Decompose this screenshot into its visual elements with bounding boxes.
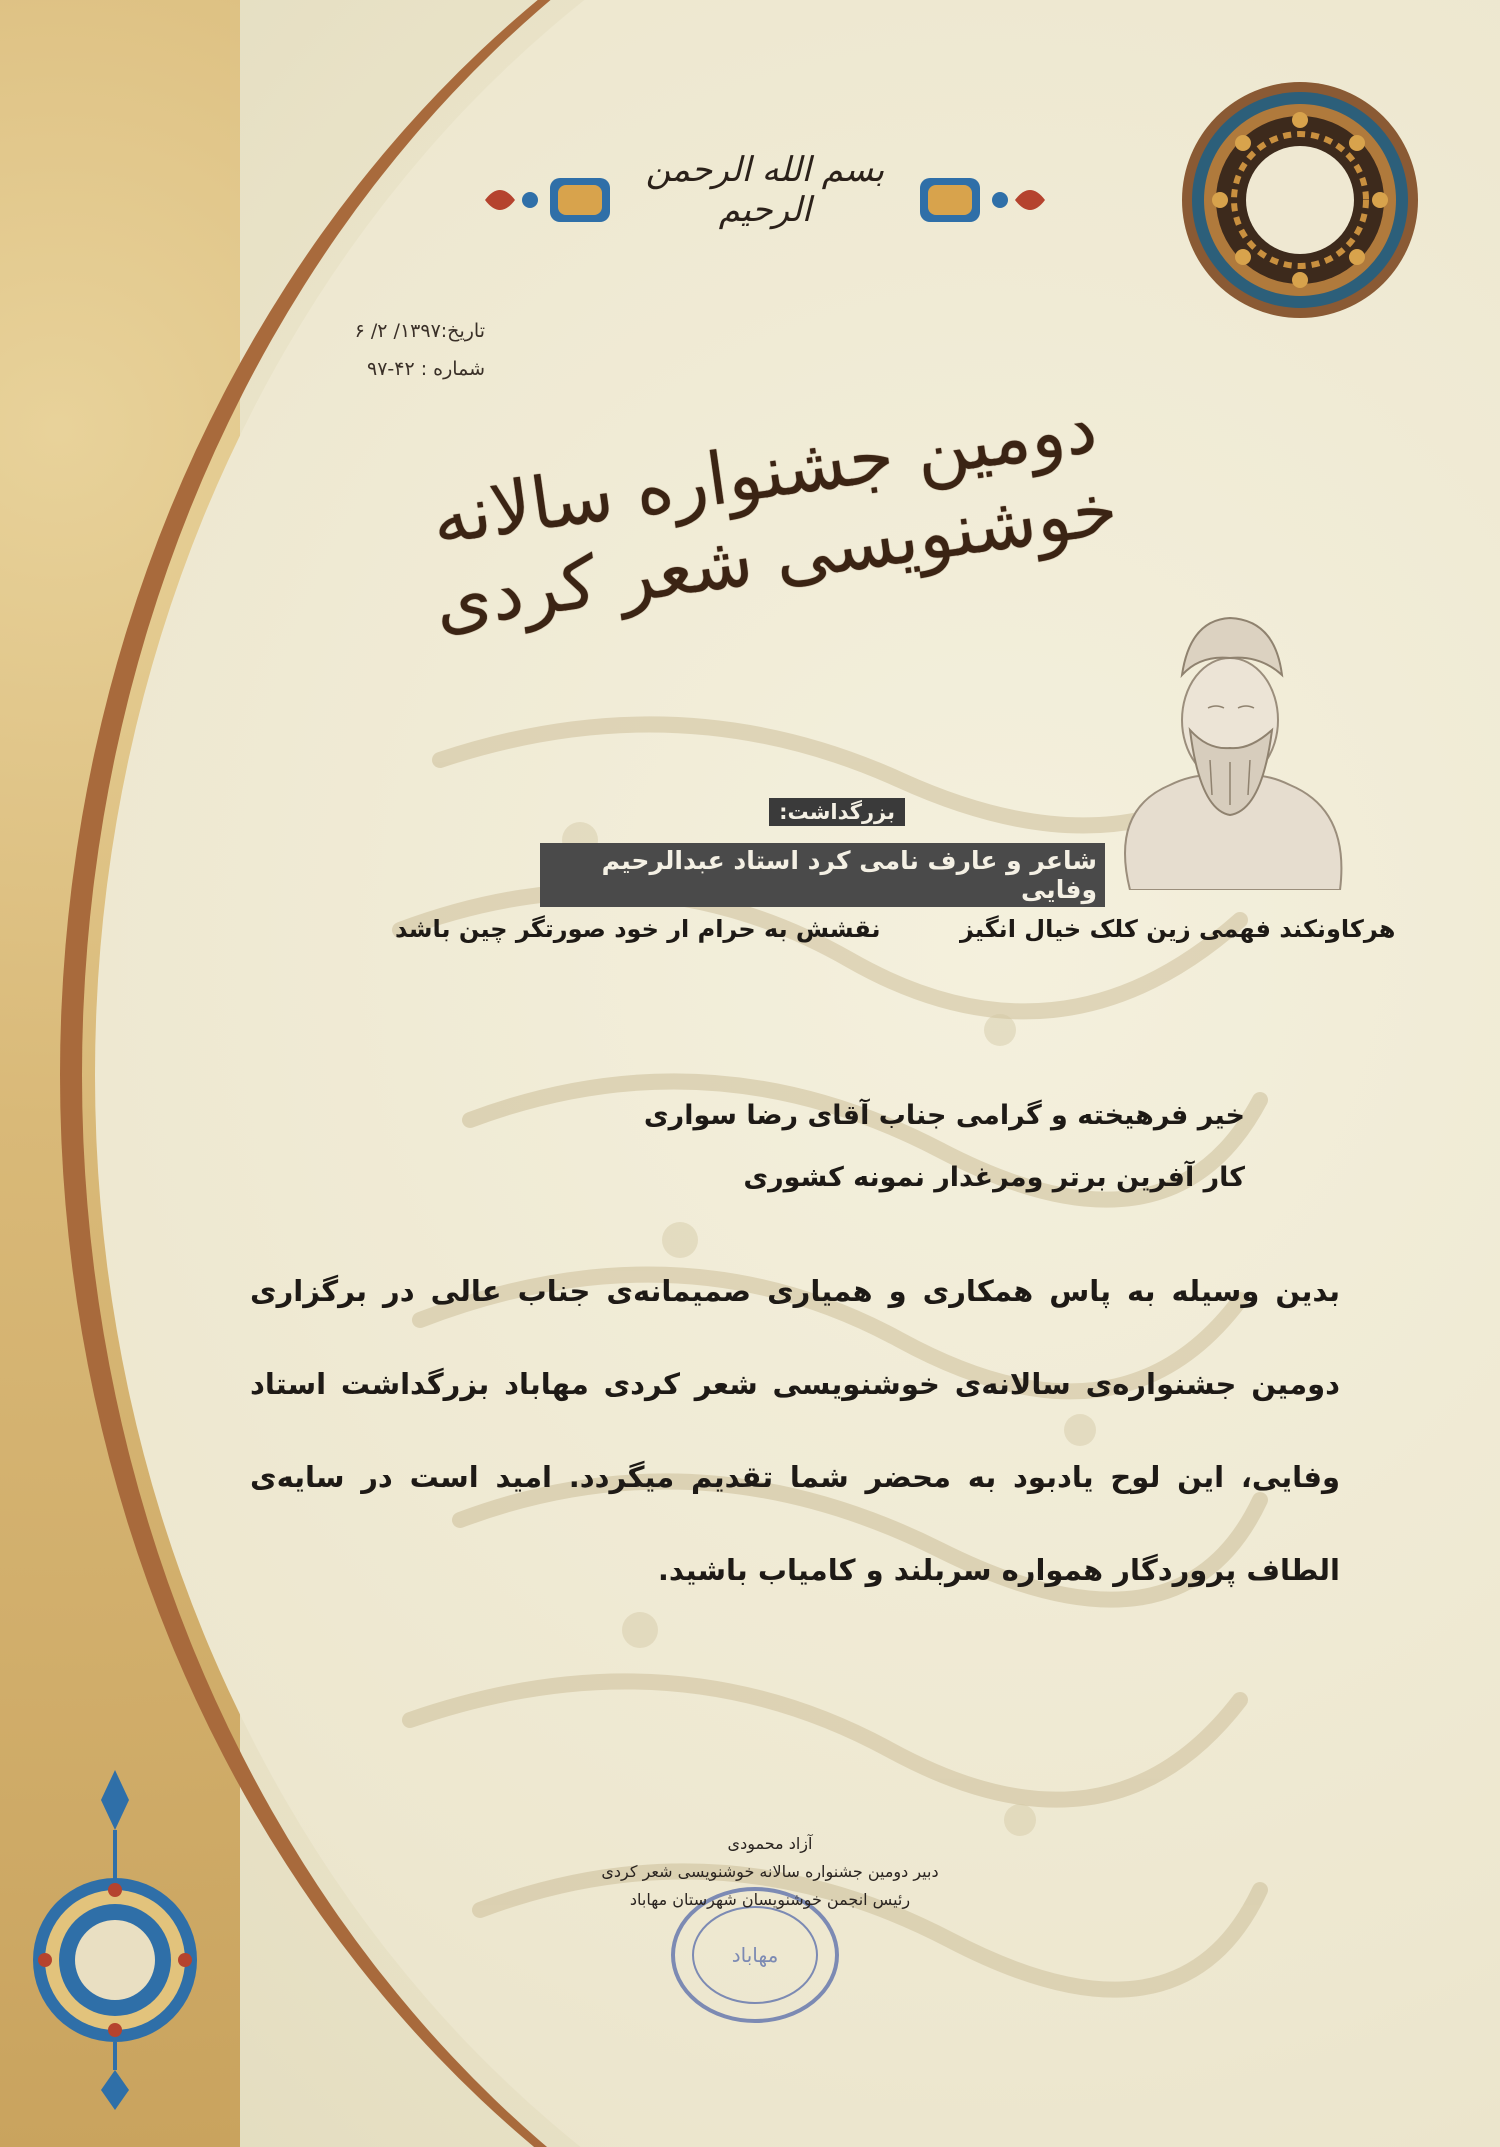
verse-hemistich-2: نقشش به حرام ار خود صورتگر چین باشد: [395, 915, 881, 943]
basmala-text: بسم الله الرحمن الرحیم: [645, 150, 885, 230]
poet-bust-image: [1090, 600, 1370, 890]
festival-title: [390, 384, 1150, 650]
recipient-title: کار آفرین برتر ومرغدار نمونه کشوری: [743, 1162, 1245, 1193]
recipient-name: خیر فرهیخته و گرامی جناب آقای رضا سواری: [643, 1100, 1245, 1131]
commemoration-label: بزرگداشت:: [769, 798, 905, 826]
rosette-ornament-icon: [1180, 80, 1420, 320]
floral-ornament-icon: [480, 170, 620, 230]
medallion-ornament-icon: [15, 1770, 215, 2110]
stamp-text: مهاباد: [731, 1943, 779, 1967]
festival-title-text: دومین جشنواره سالانه خوشنویسی شعر کردی: [426, 384, 1123, 646]
signatory-role-1: دبیر دومین جشنواره سالانه خوشنویسی شعر کردی: [601, 1862, 939, 1881]
date-text: تاریخ:۱۳۹۷/ ۲/ ۶: [354, 320, 485, 342]
recipient-block: [644, 1085, 1245, 1209]
signatory-name: آزاد محمودی: [727, 1834, 813, 1853]
document-meta: [290, 312, 485, 388]
signatory-role-2: رئیس انجمن خوشنویسان شهرستان مهاباد: [629, 1890, 911, 1909]
certificate-body: بدین وسیله به پاس همکاری و همیاری صمیمانه‌ی جناب عالی در برگزاری دومین جشنواره‌ی سالانه‌ی خوشنویسی شعر کردی مهاباد بزرگداشت استاد وفایی، این لوح یادبود به محضر شما تقدیم میگردد. امید است در سایه‌ی الطاف پروردگار همواره سربلند و کامیاب باشید.: [250, 1274, 1340, 1587]
commemoration-subject: شاعر و عارف نامی کرد استاد عبدالرحیم وفایی: [540, 843, 1105, 907]
number-text: شماره : ۴۲-۹۷: [366, 358, 485, 380]
verse-hemistich-1: هرکاونکند فهمی زین کلک خیال انگیز: [960, 915, 1396, 943]
signature-block: [520, 1830, 1020, 1914]
basmala-header: [480, 140, 1050, 250]
floral-ornament-icon: [910, 170, 1050, 230]
